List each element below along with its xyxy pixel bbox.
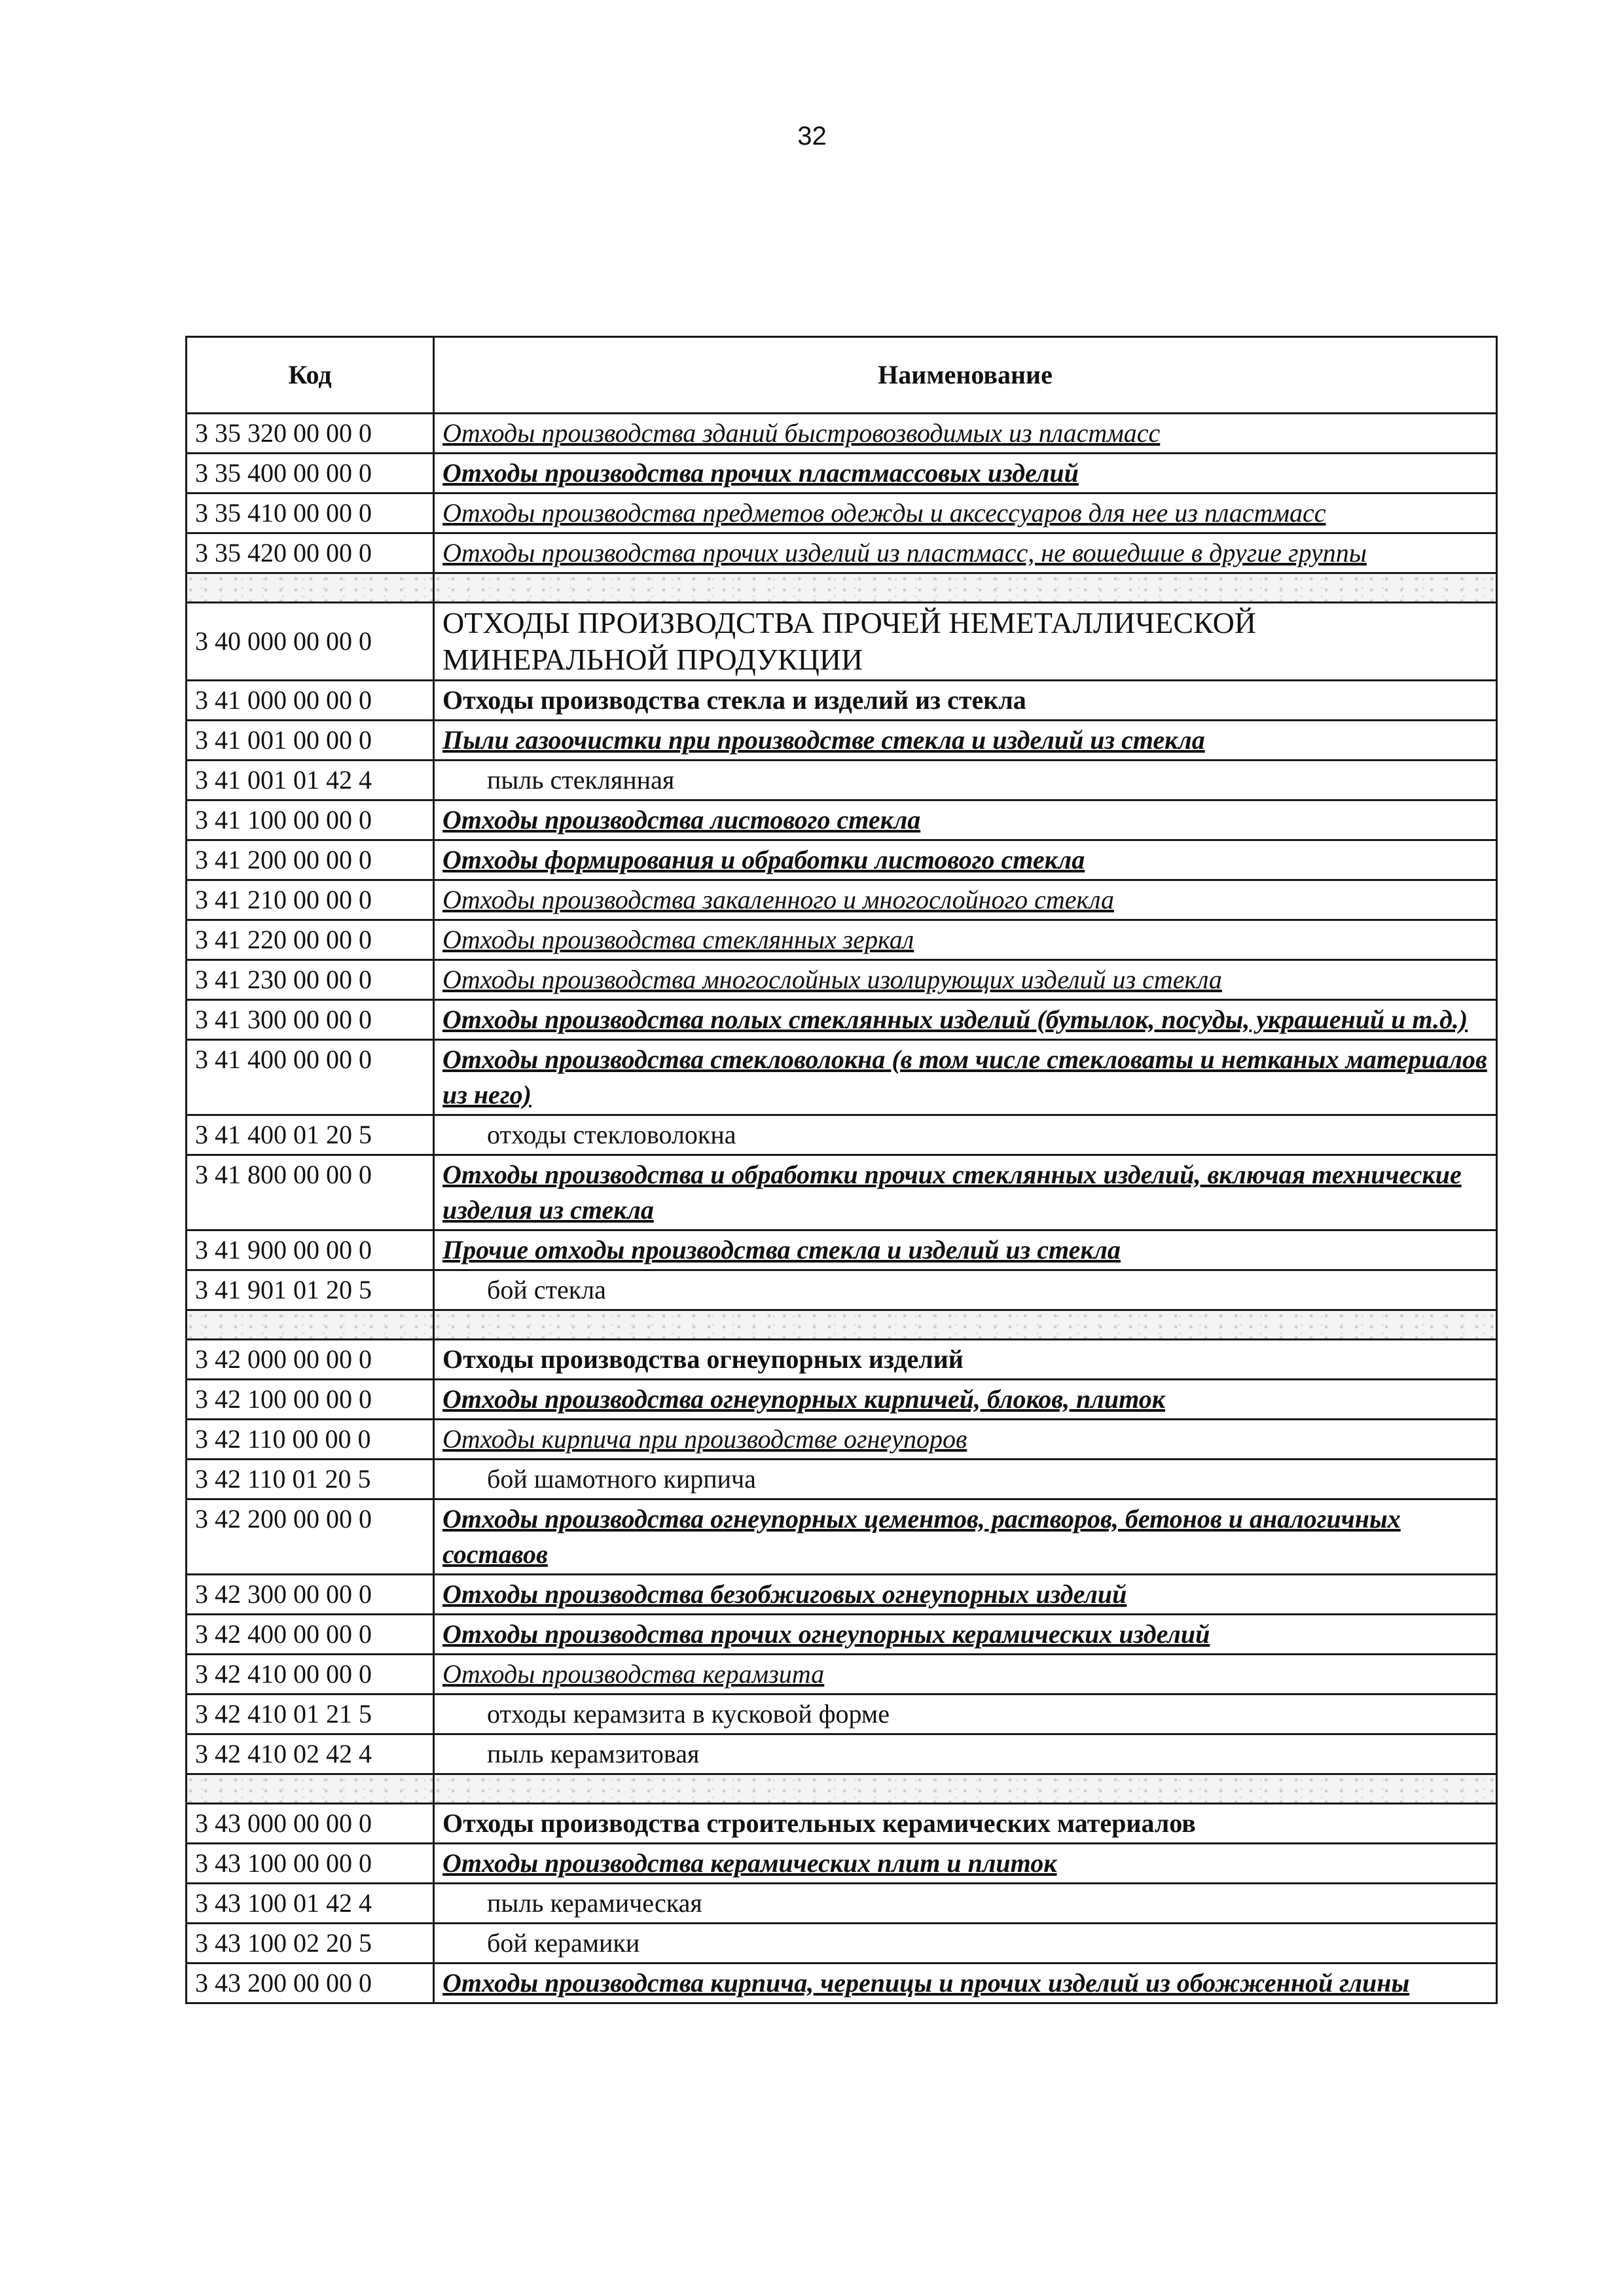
code-cell: 3 41 220 00 00 0: [187, 920, 434, 960]
code-cell: 3 35 320 00 00 0: [187, 414, 434, 454]
code-cell: [187, 1310, 434, 1340]
table-row: [187, 1040, 1497, 1115]
name-text: Отходы производства полых стеклянных изделий (бутылок, посуды, украшений и т.д.): [442, 1005, 1468, 1034]
name-cell: [434, 1884, 1497, 1924]
name-cell: [434, 533, 1497, 573]
name-text: Отходы формирования и обработки листового стекла: [442, 845, 1085, 874]
name-text: отходы керамзита в кусковой форме: [487, 1699, 890, 1729]
table-row: [187, 761, 1497, 800]
table-row: [187, 414, 1497, 454]
table-row: [187, 1695, 1497, 1734]
code-cell: 3 41 210 00 00 0: [187, 880, 434, 920]
table-row: [187, 800, 1497, 840]
name-text: Отходы производства огнеупорных цементов, растворов, бетонов и аналогичных составов: [442, 1504, 1401, 1569]
code-cell: 3 35 400 00 00 0: [187, 454, 434, 493]
code-cell: 3 41 001 01 42 4: [187, 761, 434, 800]
name-cell: [434, 1460, 1497, 1499]
name-cell: [434, 1040, 1497, 1115]
table-row: [187, 840, 1497, 880]
table-row: [187, 721, 1497, 761]
table-row: [187, 1000, 1497, 1040]
name-cell: [434, 1499, 1497, 1575]
table-row: [187, 681, 1497, 721]
name-cell: [434, 1734, 1497, 1774]
name-cell: [434, 1964, 1497, 2003]
code-cell: 3 42 110 00 00 0: [187, 1420, 434, 1460]
table-row: [187, 1340, 1497, 1380]
code-cell: 3 42 410 00 00 0: [187, 1655, 434, 1695]
name-column-header: Наименование: [434, 337, 1497, 414]
name-cell: [434, 454, 1497, 493]
code-cell: 3 42 410 02 42 4: [187, 1734, 434, 1774]
name-text: ОТХОДЫ ПРОИЗВОДСТВА ПРОЧЕЙ НЕМЕТАЛЛИЧЕСКОЙ МИНЕРАЛЬНОЙ ПРОДУКЦИИ: [442, 606, 1257, 676]
name-text: Отходы кирпича при производстве огнеупоров: [442, 1424, 967, 1454]
code-cell: 3 43 100 02 20 5: [187, 1924, 434, 1964]
name-cell: [434, 1655, 1497, 1695]
name-text: Отходы производства стеклянных зеркал: [442, 925, 914, 954]
code-cell: 3 41 000 00 00 0: [187, 681, 434, 721]
table-row: [187, 454, 1497, 493]
code-cell: 3 41 901 01 20 5: [187, 1270, 434, 1310]
table-row: [187, 1924, 1497, 1964]
name-cell: [434, 1575, 1497, 1615]
table-row: [187, 1655, 1497, 1695]
name-text: бой керамики: [487, 1928, 640, 1958]
name-text: Отходы производства и обработки прочих стеклянных изделий, включая технические изделия из стекла: [442, 1160, 1462, 1225]
code-cell: 3 41 100 00 00 0: [187, 800, 434, 840]
table-row: [187, 1884, 1497, 1924]
code-cell: 3 35 410 00 00 0: [187, 493, 434, 533]
table-row: [187, 1155, 1497, 1230]
name-cell: [434, 960, 1497, 1000]
table-row: [187, 1844, 1497, 1884]
name-text: Отходы производства закаленного и многослойного стекла: [442, 885, 1114, 914]
table-body: [187, 414, 1497, 2003]
table-header-row: [187, 337, 1497, 414]
table-row: [187, 1804, 1497, 1844]
code-cell: 3 43 100 01 42 4: [187, 1884, 434, 1924]
code-cell: 3 40 000 00 00 0: [187, 603, 434, 681]
name-text: пыль керамическая: [487, 1888, 702, 1918]
name-text: Отходы производства многослойных изолирующих изделий из стекла: [442, 965, 1222, 994]
table-row: [187, 1420, 1497, 1460]
name-cell: [434, 1310, 1497, 1340]
name-text: Отходы производства прочих пластмассовых изделий: [442, 458, 1079, 488]
table-row: [187, 1734, 1497, 1774]
table-row: [187, 1270, 1497, 1310]
separator-row: [187, 573, 1497, 603]
table-row: [187, 1964, 1497, 2003]
code-cell: 3 43 000 00 00 0: [187, 1804, 434, 1844]
separator-row: [187, 1774, 1497, 1804]
name-text: бой стекла: [487, 1275, 606, 1304]
name-text: Отходы производства прочих огнеупорных керамических изделий: [442, 1619, 1210, 1649]
code-cell: 3 42 410 01 21 5: [187, 1695, 434, 1734]
name-cell: [434, 1340, 1497, 1380]
name-text: Отходы производства огнеупорных кирпичей, блоков, плиток: [442, 1384, 1165, 1414]
name-cell: [434, 603, 1497, 681]
table-row: [187, 960, 1497, 1000]
code-cell: 3 42 110 01 20 5: [187, 1460, 434, 1499]
name-cell: [434, 1000, 1497, 1040]
code-cell: 3 41 230 00 00 0: [187, 960, 434, 1000]
name-cell: [434, 1695, 1497, 1734]
name-text: Отходы производства предметов одежды и аксессуаров для нее из пластмасс: [442, 498, 1326, 528]
name-cell: [434, 840, 1497, 880]
waste-code-table: [185, 336, 1498, 2004]
name-cell: [434, 1155, 1497, 1230]
name-cell: [434, 920, 1497, 960]
name-cell: [434, 761, 1497, 800]
table-row: [187, 533, 1497, 573]
code-cell: 3 42 400 00 00 0: [187, 1615, 434, 1655]
name-cell: [434, 800, 1497, 840]
table-row: [187, 493, 1497, 533]
table-row: [187, 1575, 1497, 1615]
name-cell: [434, 1270, 1497, 1310]
code-cell: 3 41 200 00 00 0: [187, 840, 434, 880]
code-cell: 3 41 400 00 00 0: [187, 1040, 434, 1115]
code-cell: [187, 573, 434, 603]
name-cell: [434, 1804, 1497, 1844]
code-cell: [187, 1774, 434, 1804]
code-column-header: Код: [187, 337, 434, 414]
table-row: [187, 1115, 1497, 1155]
name-cell: [434, 1615, 1497, 1655]
code-cell: 3 42 200 00 00 0: [187, 1499, 434, 1575]
code-cell: 3 43 200 00 00 0: [187, 1964, 434, 2003]
name-text: Отходы производства керамзита: [442, 1659, 825, 1689]
name-text: бой шамотного кирпича: [487, 1464, 756, 1494]
name-cell: [434, 1844, 1497, 1884]
code-cell: 3 42 100 00 00 0: [187, 1380, 434, 1420]
name-text: Отходы производства стекла и изделий из стекла: [442, 685, 1026, 715]
separator-row: [187, 1310, 1497, 1340]
name-cell: [434, 1230, 1497, 1270]
name-text: отходы стекловолокна: [487, 1120, 736, 1149]
name-text: Пыли газоочистки при производстве стекла и изделий из стекла: [442, 725, 1205, 755]
name-text: Отходы производства керамических плит и плиток: [442, 1848, 1057, 1878]
name-cell: [434, 1115, 1497, 1155]
table-row: [187, 920, 1497, 960]
table-row: [187, 603, 1497, 681]
name-cell: [434, 573, 1497, 603]
name-text: Прочие отходы производства стекла и изделий из стекла: [442, 1235, 1121, 1265]
page-number: 32: [797, 122, 827, 151]
name-text: Отходы производства листового стекла: [442, 805, 921, 834]
code-cell: 3 35 420 00 00 0: [187, 533, 434, 573]
code-cell: 3 42 300 00 00 0: [187, 1575, 434, 1615]
code-cell: 3 41 800 00 00 0: [187, 1155, 434, 1230]
name-text: Отходы производства кирпича, черепицы и прочих изделий из обожженной глины: [442, 1968, 1410, 1998]
code-cell: 3 41 001 00 00 0: [187, 721, 434, 761]
code-cell: 3 41 900 00 00 0: [187, 1230, 434, 1270]
name-text: Отходы производства строительных керамических материалов: [442, 1808, 1196, 1838]
name-cell: [434, 493, 1497, 533]
name-text: пыль керамзитовая: [487, 1739, 700, 1768]
name-text: Отходы производства прочих изделий из пластмасс, не вошедшие в другие группы: [442, 538, 1367, 567]
table-row: [187, 1460, 1497, 1499]
code-cell: 3 41 300 00 00 0: [187, 1000, 434, 1040]
name-text: Отходы производства огнеупорных изделий: [442, 1344, 964, 1374]
table-row: [187, 1380, 1497, 1420]
table-row: [187, 1499, 1497, 1575]
name-text: Отходы производства стекловолокна (в том числе стекловаты и нетканых материалов из него): [442, 1045, 1487, 1109]
name-cell: [434, 1420, 1497, 1460]
table-row: [187, 1230, 1497, 1270]
name-cell: [434, 1924, 1497, 1964]
name-cell: [434, 1774, 1497, 1804]
name-cell: [434, 1380, 1497, 1420]
code-cell: 3 41 400 01 20 5: [187, 1115, 434, 1155]
code-cell: 3 42 000 00 00 0: [187, 1340, 434, 1380]
table-row: [187, 880, 1497, 920]
name-text: пыль стеклянная: [487, 765, 675, 795]
name-cell: [434, 721, 1497, 761]
name-cell: [434, 681, 1497, 721]
table-row: [187, 1615, 1497, 1655]
name-text: Отходы производства безобжиговых огнеупорных изделий: [442, 1579, 1127, 1609]
name-cell: [434, 880, 1497, 920]
name-text: Отходы производства зданий быстровозводимых из пластмасс: [442, 418, 1161, 448]
code-cell: 3 43 100 00 00 0: [187, 1844, 434, 1884]
name-cell: [434, 414, 1497, 454]
